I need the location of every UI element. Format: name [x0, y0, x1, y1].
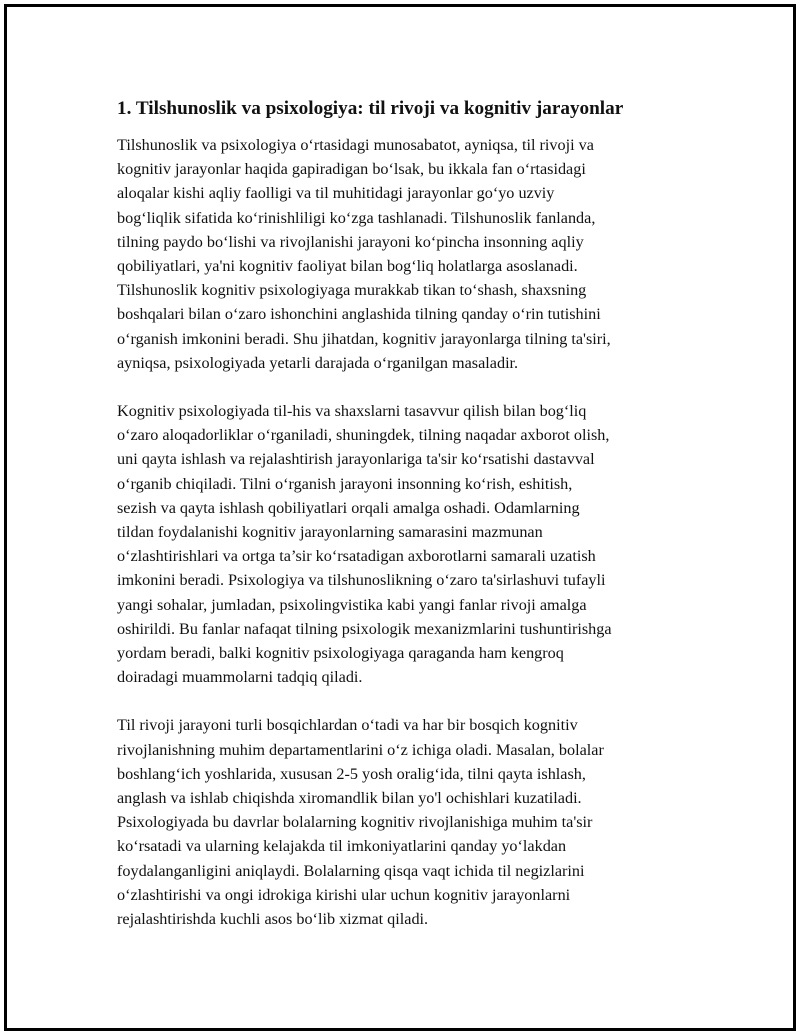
- text-line: o‘zlashtirishlari va ortga ta’sir ko‘rsatadigan axborotlarni samarali uzatish: [117, 547, 596, 566]
- text-line: tilning paydo bo‘lishi va rivojlanishi jarayoni ko‘pincha insonning aqliy: [117, 232, 584, 251]
- text-line: o‘rganib chiqiladi. Tilni o‘rganish jarayoni insonning ko‘rish, eshitish,: [117, 474, 573, 493]
- text-line: o‘zaro aloqadorliklar o‘rganiladi, shuningdek, tilning naqadar axborot olish,: [117, 426, 610, 445]
- paragraph-1: [117, 133, 687, 375]
- text-line: rejalashtirishda kuchli asos bo‘lib xizmat qiladi.: [117, 910, 429, 929]
- text-line: boshqalari bilan o‘zaro ishonchini anglashida tilning qanday o‘rin tutishini: [117, 305, 601, 324]
- text-line: kognitiv jarayonlar haqida gapiradigan bo‘lsak, bu ikkala fan o‘rtasidagi: [117, 160, 586, 179]
- text-line: Til rivoji jarayoni turli bosqichlardan o‘tadi va har bir bosqich kognitiv: [117, 716, 578, 735]
- text-line: sezish va qayta ishlash qobiliyatlari orqali amalga oshadi. Odamlarning: [117, 498, 580, 517]
- text-line: aloqalar kishi aqliy faolligi va til muhitidagi jarayonlar go‘yo uzviy: [117, 184, 555, 203]
- text-line: ko‘rsatadi va ularning kelajakda til imkoniyatlarini qanday yo‘lakdan: [117, 837, 567, 856]
- text-line: anglash va ishlab chiqishda xiromandlik bilan yo'l ochishlari kuzatiladi.: [117, 789, 582, 808]
- text-line: ayniqsa, psixologiyada yetarli darajada o‘rganilgan masaladir.: [117, 353, 519, 372]
- text-line: yordam beradi, balki kognitiv psixologiyaga qaraganda ham kengroq: [117, 644, 564, 663]
- text-line: bog‘liqlik sifatida ko‘rinishliligi ko‘zga tashlanadi. Tilshunoslik fanlanda,: [117, 208, 596, 227]
- text-line: yangi sohalar, jumladan, psixolingvistika kabi yangi fanlar rivoji amalga: [117, 595, 587, 614]
- paragraph-3: [117, 713, 687, 931]
- document-body: [117, 96, 687, 931]
- text-line: o‘rganish imkonini beradi. Shu jihatdan, kognitiv jarayonlarga tilning ta'siri,: [117, 329, 611, 348]
- text-line: foydalanganligini aniqlaydi. Bolalarning qisqa vaqt ichida til negizlarini: [117, 861, 585, 880]
- paragraph-2: [117, 399, 687, 689]
- section-heading: 1. Tilshunoslik va psixologiya: til rivoji va kognitiv jarayonlar: [117, 98, 624, 119]
- text-line: imkonini beradi. Psixologiya va tilshunoslikning o‘zaro ta'sirlashuvi tufayli: [117, 571, 606, 590]
- text-line: tildan foydalanishi kognitiv jarayonlarning samarasini mazmunan: [117, 523, 543, 542]
- text-line: Psixologiyada bu davrlar bolalarning kognitiv rivojlanishiga muhim ta'sir: [117, 813, 593, 832]
- text-line: qobiliyatlari, ya'ni kognitiv faoliyat bilan bog‘liq holatlarga asoslanadi.: [117, 257, 578, 276]
- text-line: doiradagi muammolarni tadqiq qiladi.: [117, 668, 363, 687]
- text-line: Tilshunoslik kognitiv psixologiyaga murakkab tikan to‘shash, shaxsning: [117, 281, 587, 300]
- text-line: oshirildi. Bu fanlar nafaqat tilning psixologik mexanizmlarini tushuntirishga: [117, 619, 612, 638]
- text-line: Kognitiv psixologiyada til-his va shaxslarni tasavvur qilish bilan bog‘liq: [117, 402, 587, 421]
- text-line: Tilshunoslik va psixologiya o‘rtasidagi munosabatot, ayniqsa, til rivoji va: [117, 136, 594, 154]
- text-line: o‘zlashtirishi va ongi idrokiga kirishi ular uchun kognitiv jarayonlarni: [117, 885, 571, 904]
- text-line: boshlang‘ich yoshlarida, xususan 2-5 yosh oralig‘ida, tilni qayta ishlash,: [117, 764, 586, 783]
- text-line: rivojlanishning muhim departamentlarini o‘z ichiga oladi. Masalan, bolalar: [117, 740, 604, 759]
- text-line: uni qayta ishlash va rejalashtirish jarayonlariga ta'sir ko‘rsatishi dastavval: [117, 450, 595, 469]
